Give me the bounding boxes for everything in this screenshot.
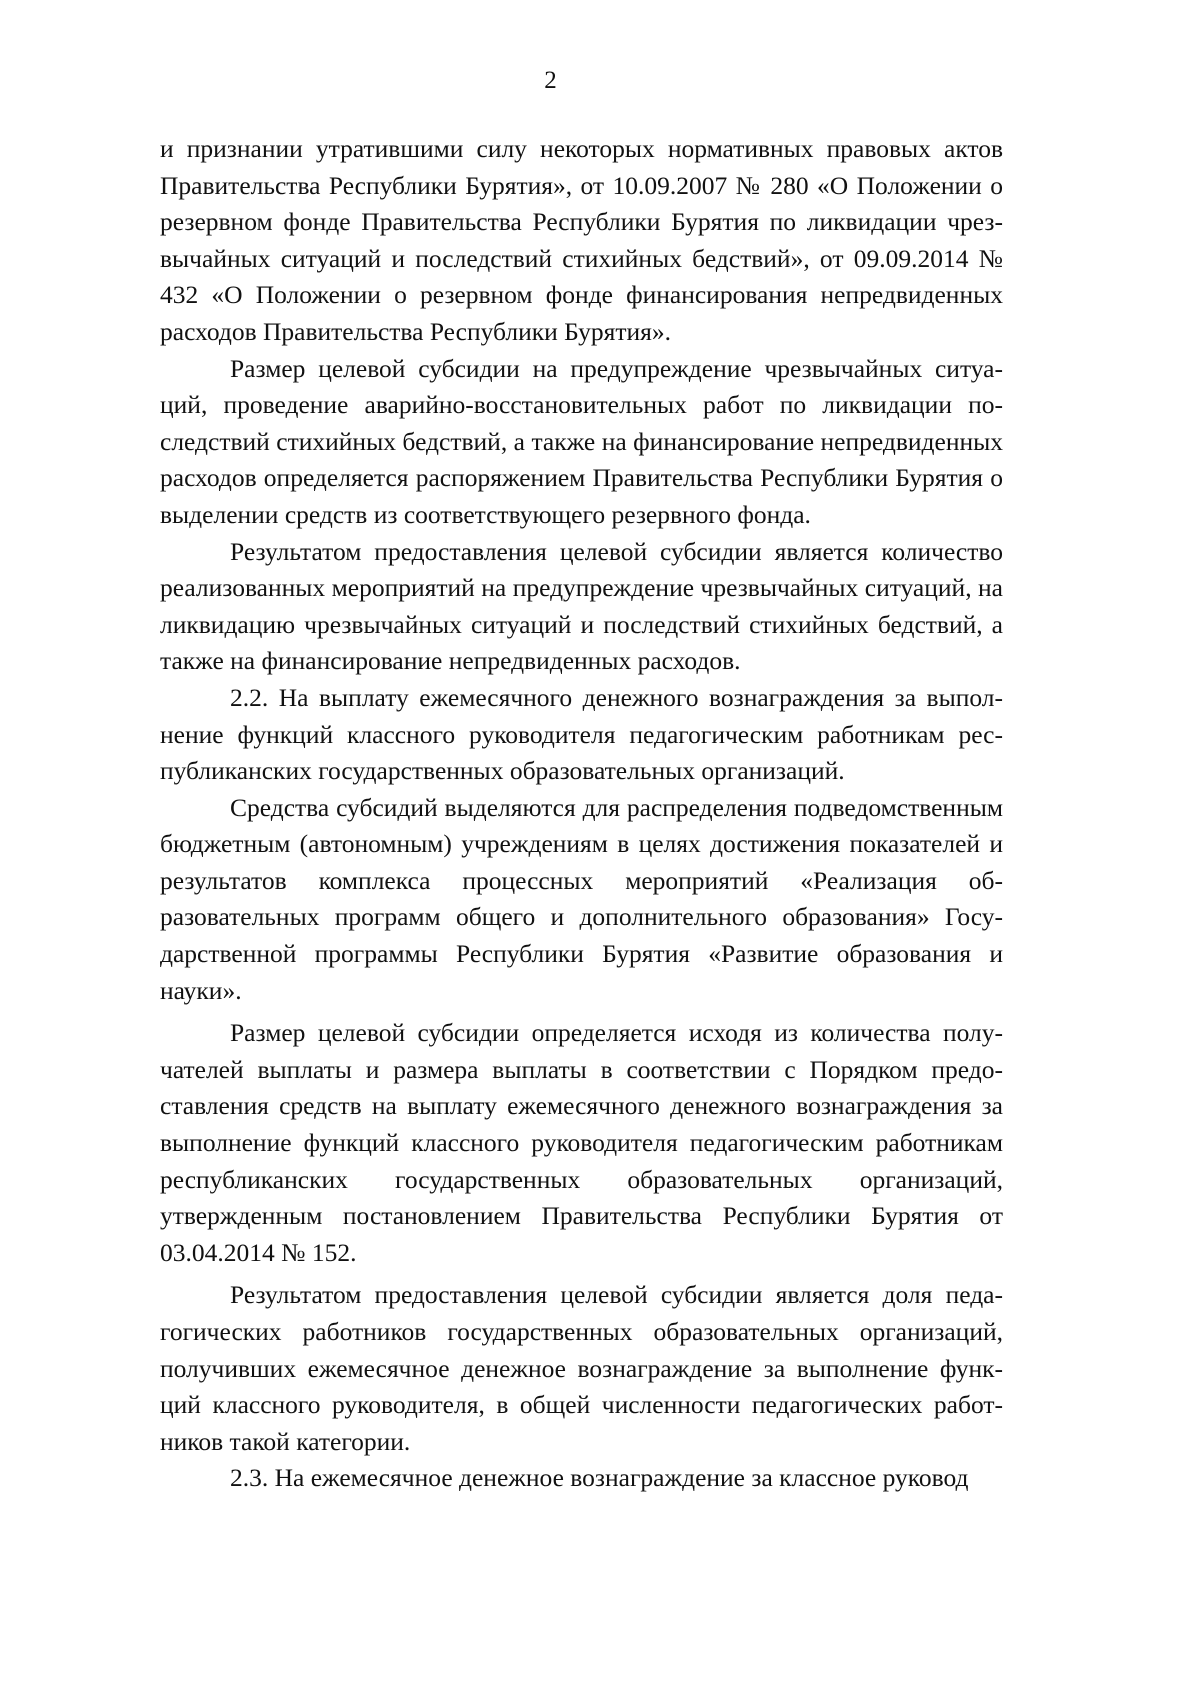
paragraph-subsidy-size-emergency: Размер целевой субсидии на предупреждение чрезвычайных ситуаций, проведение аварийно-восстановительных работ по ликвидации последствий стихийных бедствий, а также на финансирование непредвиденных расходов определяется распоряжением Правительства Республики Бурятия о выделении средств из соответствующего резервного фонда. — [160, 353, 1003, 529]
paragraph-subsidy-size-class-teacher: Размер целевой субсидии определяется исходя из количества получателей выплаты и размера выплаты в соответствии с Порядком предоставления средств на выплату ежемесячного денежного вознаграждения за выполнение функций классного руководителя педагогическим работникам республиканских государственных образовательных организаций, утвержденным постановлением Правительства Республики Бурятия от 03.04.2014 № 152. — [160, 1018, 1003, 1267]
document-body — [160, 131, 1003, 1497]
paragraph-section-2-3: 2.3. На ежемесячное денежное вознаграждение за классное руковод — [230, 1463, 969, 1493]
paragraph-continuation: и признании утратившими силу некоторых нормативных правовых актов Правительства Республики Бурятия», от 10.09.2007 № 280 «О Положении о резервном фонде Правительства Республики Бурятия по ликвидации чрезвычайных ситуаций и последствий стихийных бедствий», от 09.09.2014 № 432 «О Положении о резервном фонде финансирования непредвиденных расходов Правительства Республики Бурятия». — [160, 134, 1003, 346]
paragraph-subsidy-result-class-teacher: Результатом предоставления целевой субсидии является доля педагогических работников государственных образовательных организаций, получивших ежемесячное денежное вознаграждение за выполнение функций классного руководителя, в общей численности педагогических работников такой категории. — [160, 1280, 1003, 1456]
paragraph-subsidy-result-emergency: Результатом предоставления целевой субсидии является количество реализованных мероприятий на предупреждение чрезвычайных ситуаций, на ликвидацию чрезвычайных ситуаций и последствий стихийных бедствий, а также на финансирование непредвиденных расходов. — [160, 536, 1003, 676]
paragraph-section-2-2: 2.2. На выплату ежемесячного денежного вознаграждения за выполнение функций классного руководителя педагогическим работникам республиканских государственных образовательных организаций. — [160, 682, 1003, 786]
paragraph-subsidy-allocation: Средства субсидий выделяются для распределения подведомственным бюджетным (автономным) учреждениям в целях достижения показателей и результатов комплекса процессных мероприятий «Реализация образовательных программ общего и дополнительного образования» Государственной программы Республики Бурятия «Развитие образования и науки». — [160, 792, 1003, 1005]
page-number: 2 — [544, 67, 557, 94]
